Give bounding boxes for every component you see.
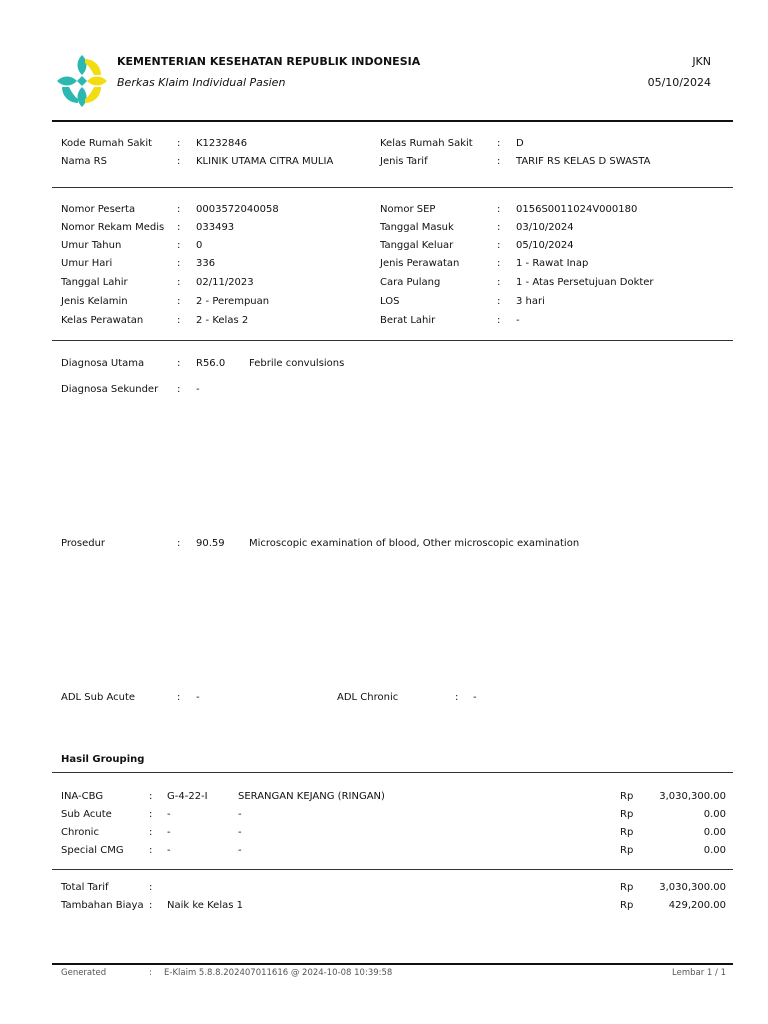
colon: : [497,222,501,233]
colon: : [177,240,181,251]
grouping-row-code: - [167,845,171,856]
grouping-row-code: - [167,809,171,820]
diagnosa-sekunder-label: Diagnosa Sekunder [61,384,159,395]
colon: : [177,258,181,269]
field-label: Nomor Peserta [61,204,136,215]
program-label: JKN [692,55,711,68]
field-value: 1 - Atas Persetujuan Dokter [516,277,654,288]
field-value: 0156S0011024V000180 [516,204,638,215]
colon: : [497,204,501,215]
colon: : [497,296,501,307]
colon: : [497,240,501,251]
field-value: - [516,315,520,326]
colon: : [177,138,181,149]
field-value: 2 - Kelas 2 [196,315,249,326]
document-subtitle: Berkas Klaim Individual Pasien [117,76,286,89]
field-label: Tanggal Masuk [380,222,454,233]
field-value: 1 - Rawat Inap [516,258,589,269]
field-value: 02/11/2023 [196,277,254,288]
colon: : [149,968,152,978]
grouping-row-code: - [167,827,171,838]
kode-rs-label: Kode Rumah Sakit [61,138,153,149]
field-label: Umur Hari [61,258,113,269]
adl-sub-acute-value: - [196,692,200,703]
kelas-rs-label: Kelas Rumah Sakit [380,138,473,149]
diagnosa-utama-desc: Febrile convulsions [249,358,345,369]
field-label: Umur Tahun [61,240,122,251]
colon: : [177,222,181,233]
prosedur-desc: Microscopic examination of blood, Other microscopic examination [249,538,580,549]
grouping-row-amount: 0.00 [703,845,726,856]
field-value: 0 [196,240,203,251]
generated-value: E-Klaim 5.8.8.202407011616 @ 2024-10-08 10:39:58 [164,968,393,978]
field-label: Berat Lahir [380,315,436,326]
generated-label: Generated [61,968,107,978]
colon: : [149,827,153,838]
nama-rs-value: KLINIK UTAMA CITRA MULIA [196,156,334,167]
colon: : [149,791,153,802]
colon: : [455,692,459,703]
total-tarif-label: Total Tarif [61,882,109,893]
jenis-tarif-value: TARIF RS KELAS D SWASTA [516,156,651,167]
colon: : [497,138,501,149]
field-value: 3 hari [516,296,545,307]
grouping-row-code: G-4-22-I [167,791,208,802]
colon: : [177,384,181,395]
grouping-row-label: INA-CBG [61,791,104,802]
adl-sub-acute-label: ADL Sub Acute [61,692,136,703]
colon: : [177,358,181,369]
colon: : [177,156,181,167]
tambahan-biaya-currency: Rp [620,900,634,911]
adl-chronic-value: - [473,692,477,703]
colon: : [177,296,181,307]
kelas-rs-value: D [516,138,524,149]
field-value: 2 - Perempuan [196,296,270,307]
tambahan-biaya-amount: 429,200.00 [668,900,726,911]
kemenkes-logo [54,53,110,109]
tambahan-biaya-desc: Naik ke Kelas 1 [167,900,243,911]
colon: : [497,315,501,326]
field-value: 03/10/2024 [516,222,574,233]
colon: : [177,538,181,549]
colon: : [177,277,181,288]
colon: : [177,204,181,215]
grouping-row-label: Sub Acute [61,809,112,820]
colon: : [177,692,181,703]
colon: : [497,277,501,288]
grouping-row-currency: Rp [620,827,634,838]
tambahan-biaya-label: Tambahan Biaya [61,900,144,911]
field-value: 05/10/2024 [516,240,574,251]
field-label: Nomor SEP [380,204,436,215]
header-divider [52,120,733,122]
colon: : [497,156,501,167]
grouping-row-desc: - [238,845,242,856]
colon: : [497,258,501,269]
field-label: LOS [380,296,400,307]
field-label: Cara Pulang [380,277,441,288]
field-value: 0003572040058 [196,204,279,215]
field-label: Tanggal Keluar [380,240,454,251]
colon: : [149,882,153,893]
grouping-total-divider [52,869,733,870]
diagnosa-utama-code: R56.0 [196,358,226,369]
total-tarif-currency: Rp [620,882,634,893]
patient-divider [52,340,733,341]
colon: : [149,845,153,856]
grouping-row-currency: Rp [620,791,634,802]
grouping-row-amount: 3,030,300.00 [659,791,726,802]
nama-rs-label: Nama RS [61,156,107,167]
field-label: Nomor Rekam Medis [61,222,165,233]
grouping-row-amount: 0.00 [703,809,726,820]
ministry-title: KEMENTERIAN KESEHATAN REPUBLIK INDONESIA [117,55,421,68]
adl-chronic-label: ADL Chronic [337,692,399,703]
jenis-tarif-label: Jenis Tarif [380,156,428,167]
grouping-row-desc: SERANGAN KEJANG (RINGAN) [238,791,385,802]
grouping-row-desc: - [238,809,242,820]
field-label: Kelas Perawatan [61,315,144,326]
field-label: Tanggal Lahir [61,277,128,288]
grouping-row-label: Special CMG [61,845,124,856]
total-tarif-amount: 3,030,300.00 [659,882,726,893]
prosedur-code: 90.59 [196,538,225,549]
colon: : [149,900,153,911]
grouping-row-desc: - [238,827,242,838]
prosedur-label: Prosedur [61,538,106,549]
grouping-row-amount: 0.00 [703,827,726,838]
field-value: 033493 [196,222,235,233]
colon: : [177,315,181,326]
grouping-row-label: Chronic [61,827,99,838]
field-label: Jenis Perawatan [380,258,460,269]
grouping-row-currency: Rp [620,845,634,856]
grouping-row-currency: Rp [620,809,634,820]
diagnosa-utama-label: Diagnosa Utama [61,358,145,369]
page-number: Lembar 1 / 1 [672,968,726,978]
field-label: Jenis Kelamin [61,296,128,307]
kode-rs-value: K1232846 [196,138,248,149]
footer-divider [52,963,733,965]
field-value: 336 [196,258,216,269]
hospital-divider [52,187,733,188]
grouping-top-divider [52,772,733,773]
grouping-title: Hasil Grouping [61,754,145,765]
document-date: 05/10/2024 [647,76,711,89]
diagnosa-sekunder-value: - [196,384,200,395]
colon: : [149,809,153,820]
